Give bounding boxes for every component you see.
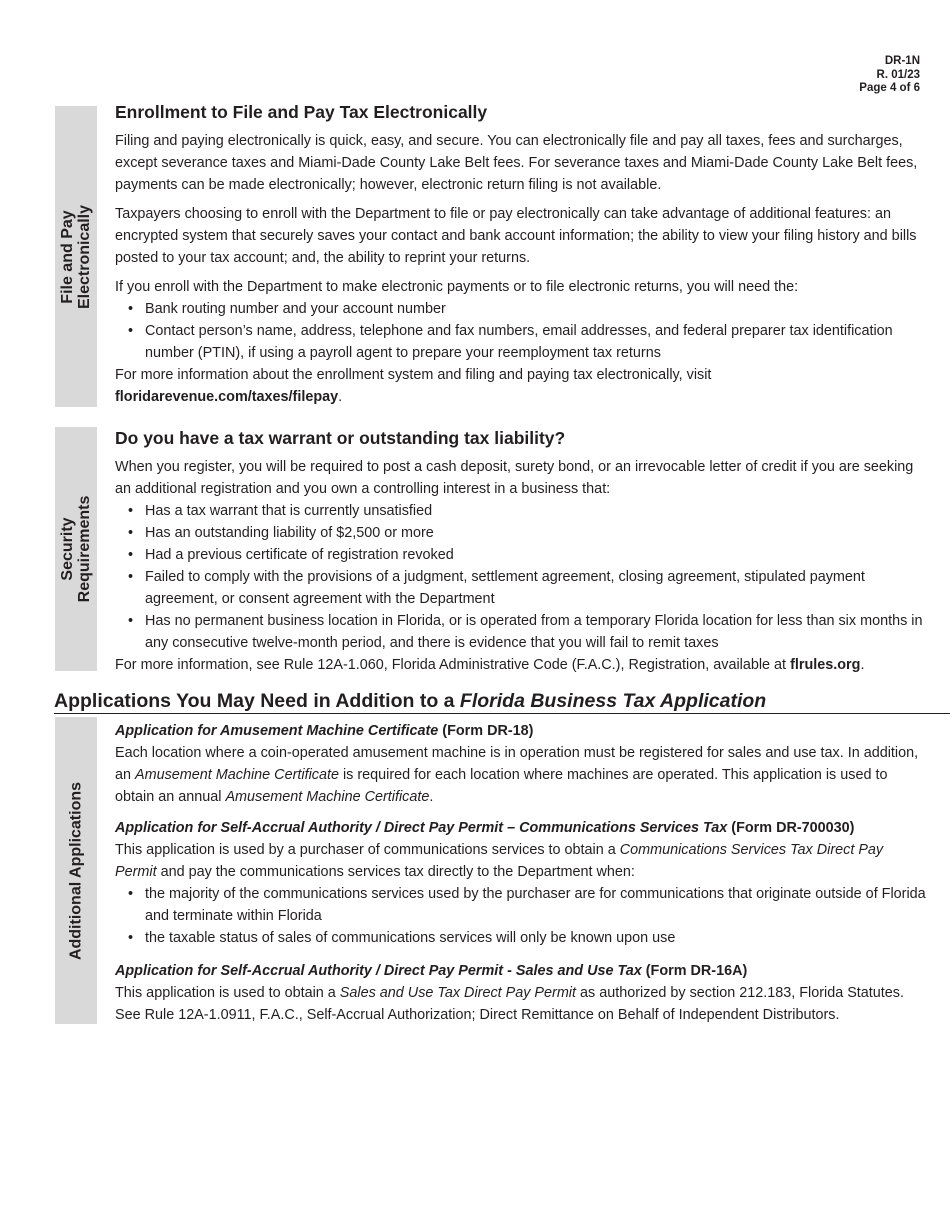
file-pay-tab xyxy=(55,106,97,407)
security-tab xyxy=(55,427,97,671)
list-item: • Contact person’s name, address, telephone and fax numbers, email addresses, and federal preparer tax identification number (PTIN), if using a payroll agent to prepare your reemployment tax returns xyxy=(115,320,928,364)
amusement-machine-description: Each location where a coin-operated amusement machine is in operation must be registered for sales and use tax. In addition, an Amusement Machine Certificate is required for each location where machines are operated. This application is used to obtain an annual Amusement Machine Certificate. xyxy=(115,745,919,805)
file-pay-content xyxy=(115,101,928,408)
list-item: • Failed to comply with the provisions of a judgment, settlement agreement, closing agreement, stipulated payment agreement, or consent agreement with the Department xyxy=(115,566,928,610)
security-heading: Do you have a tax warrant or outstanding tax liability? xyxy=(115,428,566,448)
applications-heading: Applications You May Need in Addition to a Florida Business Tax Application xyxy=(54,689,950,714)
communications-conditions-list xyxy=(115,883,928,949)
communications-services-description: This application is used by a purchaser of communications services to obtain a Communications Services Tax Direct Pay Permit and pay the communications services tax directly to the Department when: xyxy=(115,842,884,880)
flrules-link[interactable]: flrules.org xyxy=(790,657,861,673)
list-item: • Had a previous certificate of registration revoked xyxy=(115,544,928,566)
communications-services-title: Application for Self-Accrual Authority / Direct Pay Permit – Communications Services Tax (Form DR-700030) xyxy=(115,820,855,836)
file-pay-paragraph-3: If you enroll with the Department to make electronic payments or to file electronic returns, you will need the: xyxy=(115,279,799,295)
form-number: DR-1N xyxy=(884,55,920,67)
form-identifier xyxy=(859,55,920,96)
additional-applications-tab xyxy=(55,717,97,1024)
file-pay-paragraph-1: Filing and paying electronically is quick, easy, and secure. You can electronically file and pay all taxes, fees and surcharges, except severance taxes and Miami-Dade County Lake Belt fees. For severance taxes and Miami-Dade County Lake Belt fees, payments can be made electronically; however, electronic return filing is not available. xyxy=(115,133,918,193)
page-number: Page 4 of 6 xyxy=(859,82,920,94)
amusement-machine-application xyxy=(115,720,928,808)
list-item: • Has no permanent business location in Florida, or is operated from a temporary Florida location for less than six months in any consecutive twelve-month period, and there is evidence that you will fail to remit taxes xyxy=(115,610,928,654)
revision-date: R. 01/23 xyxy=(876,68,920,81)
security-section xyxy=(55,427,950,671)
security-intro: When you register, you will be required to post a cash deposit, surety bond, or an irrevocable letter of credit if you are seeking an additional registration and you own a controlling interest in a business that: xyxy=(115,459,914,497)
sales-use-tax-description: This application is used to obtain a Sales and Use Tax Direct Pay Permit as authorized by section 212.183, Florida Statutes. See Rule 12A-1.0911, F.A.C., Self-Accrual Authorization; Direct Remittance on Behalf of Independent Distributors. xyxy=(115,985,904,1023)
file-pay-tab-label: File and Pay Electronically xyxy=(59,204,93,309)
list-item: • Bank routing number and your account number xyxy=(115,298,928,320)
file-pay-section xyxy=(55,102,950,407)
file-pay-more-info: For more information about the enrollment system and filing and paying tax electronically, visit floridarevenue.com/taxes/filepay. xyxy=(115,367,712,405)
additional-applications-tab-label: Additional Applications xyxy=(67,781,85,960)
security-more-info: For more information, see Rule 12A-1.060, Florida Administrative Code (F.A.C.), Registration, available at flrules.org. xyxy=(115,657,865,673)
list-item: • Has a tax warrant that is currently unsatisfied xyxy=(115,500,928,522)
file-pay-paragraph-2: Taxpayers choosing to enroll with the Department to file or pay electronically can take advantage of additional features: an encrypted system that securely saves your contact and bank account information; the ability to view your filing history and bills posted to your tax account; and, the ability to reprint your returns. xyxy=(115,206,917,266)
additional-applications-section xyxy=(55,717,950,1024)
additional-applications-content xyxy=(115,720,928,1035)
security-tab-label: Security Requirements xyxy=(59,495,93,603)
communications-services-application xyxy=(115,817,928,949)
list-item: • Has an outstanding liability of $2,500 or more xyxy=(115,522,928,544)
list-item: • the majority of the communications services used by the purchaser are for communications that originate outside of Florida and terminate within Florida xyxy=(115,883,928,927)
amusement-machine-title: Application for Amusement Machine Certificate (Form DR-18) xyxy=(115,723,534,739)
filepay-link[interactable]: floridarevenue.com/taxes/filepay xyxy=(115,389,339,405)
security-conditions-list xyxy=(115,500,928,654)
file-pay-heading: Enrollment to File and Pay Tax Electronically xyxy=(115,102,488,122)
sales-use-tax-application xyxy=(115,960,928,1026)
security-content xyxy=(115,427,928,676)
list-item: • the taxable status of sales of communications services will only be known upon use xyxy=(115,927,928,949)
sales-use-tax-title: Application for Self-Accrual Authority / Direct Pay Permit - Sales and Use Tax (Form DR-16A) xyxy=(115,963,748,979)
file-pay-requirements-list xyxy=(115,298,928,364)
